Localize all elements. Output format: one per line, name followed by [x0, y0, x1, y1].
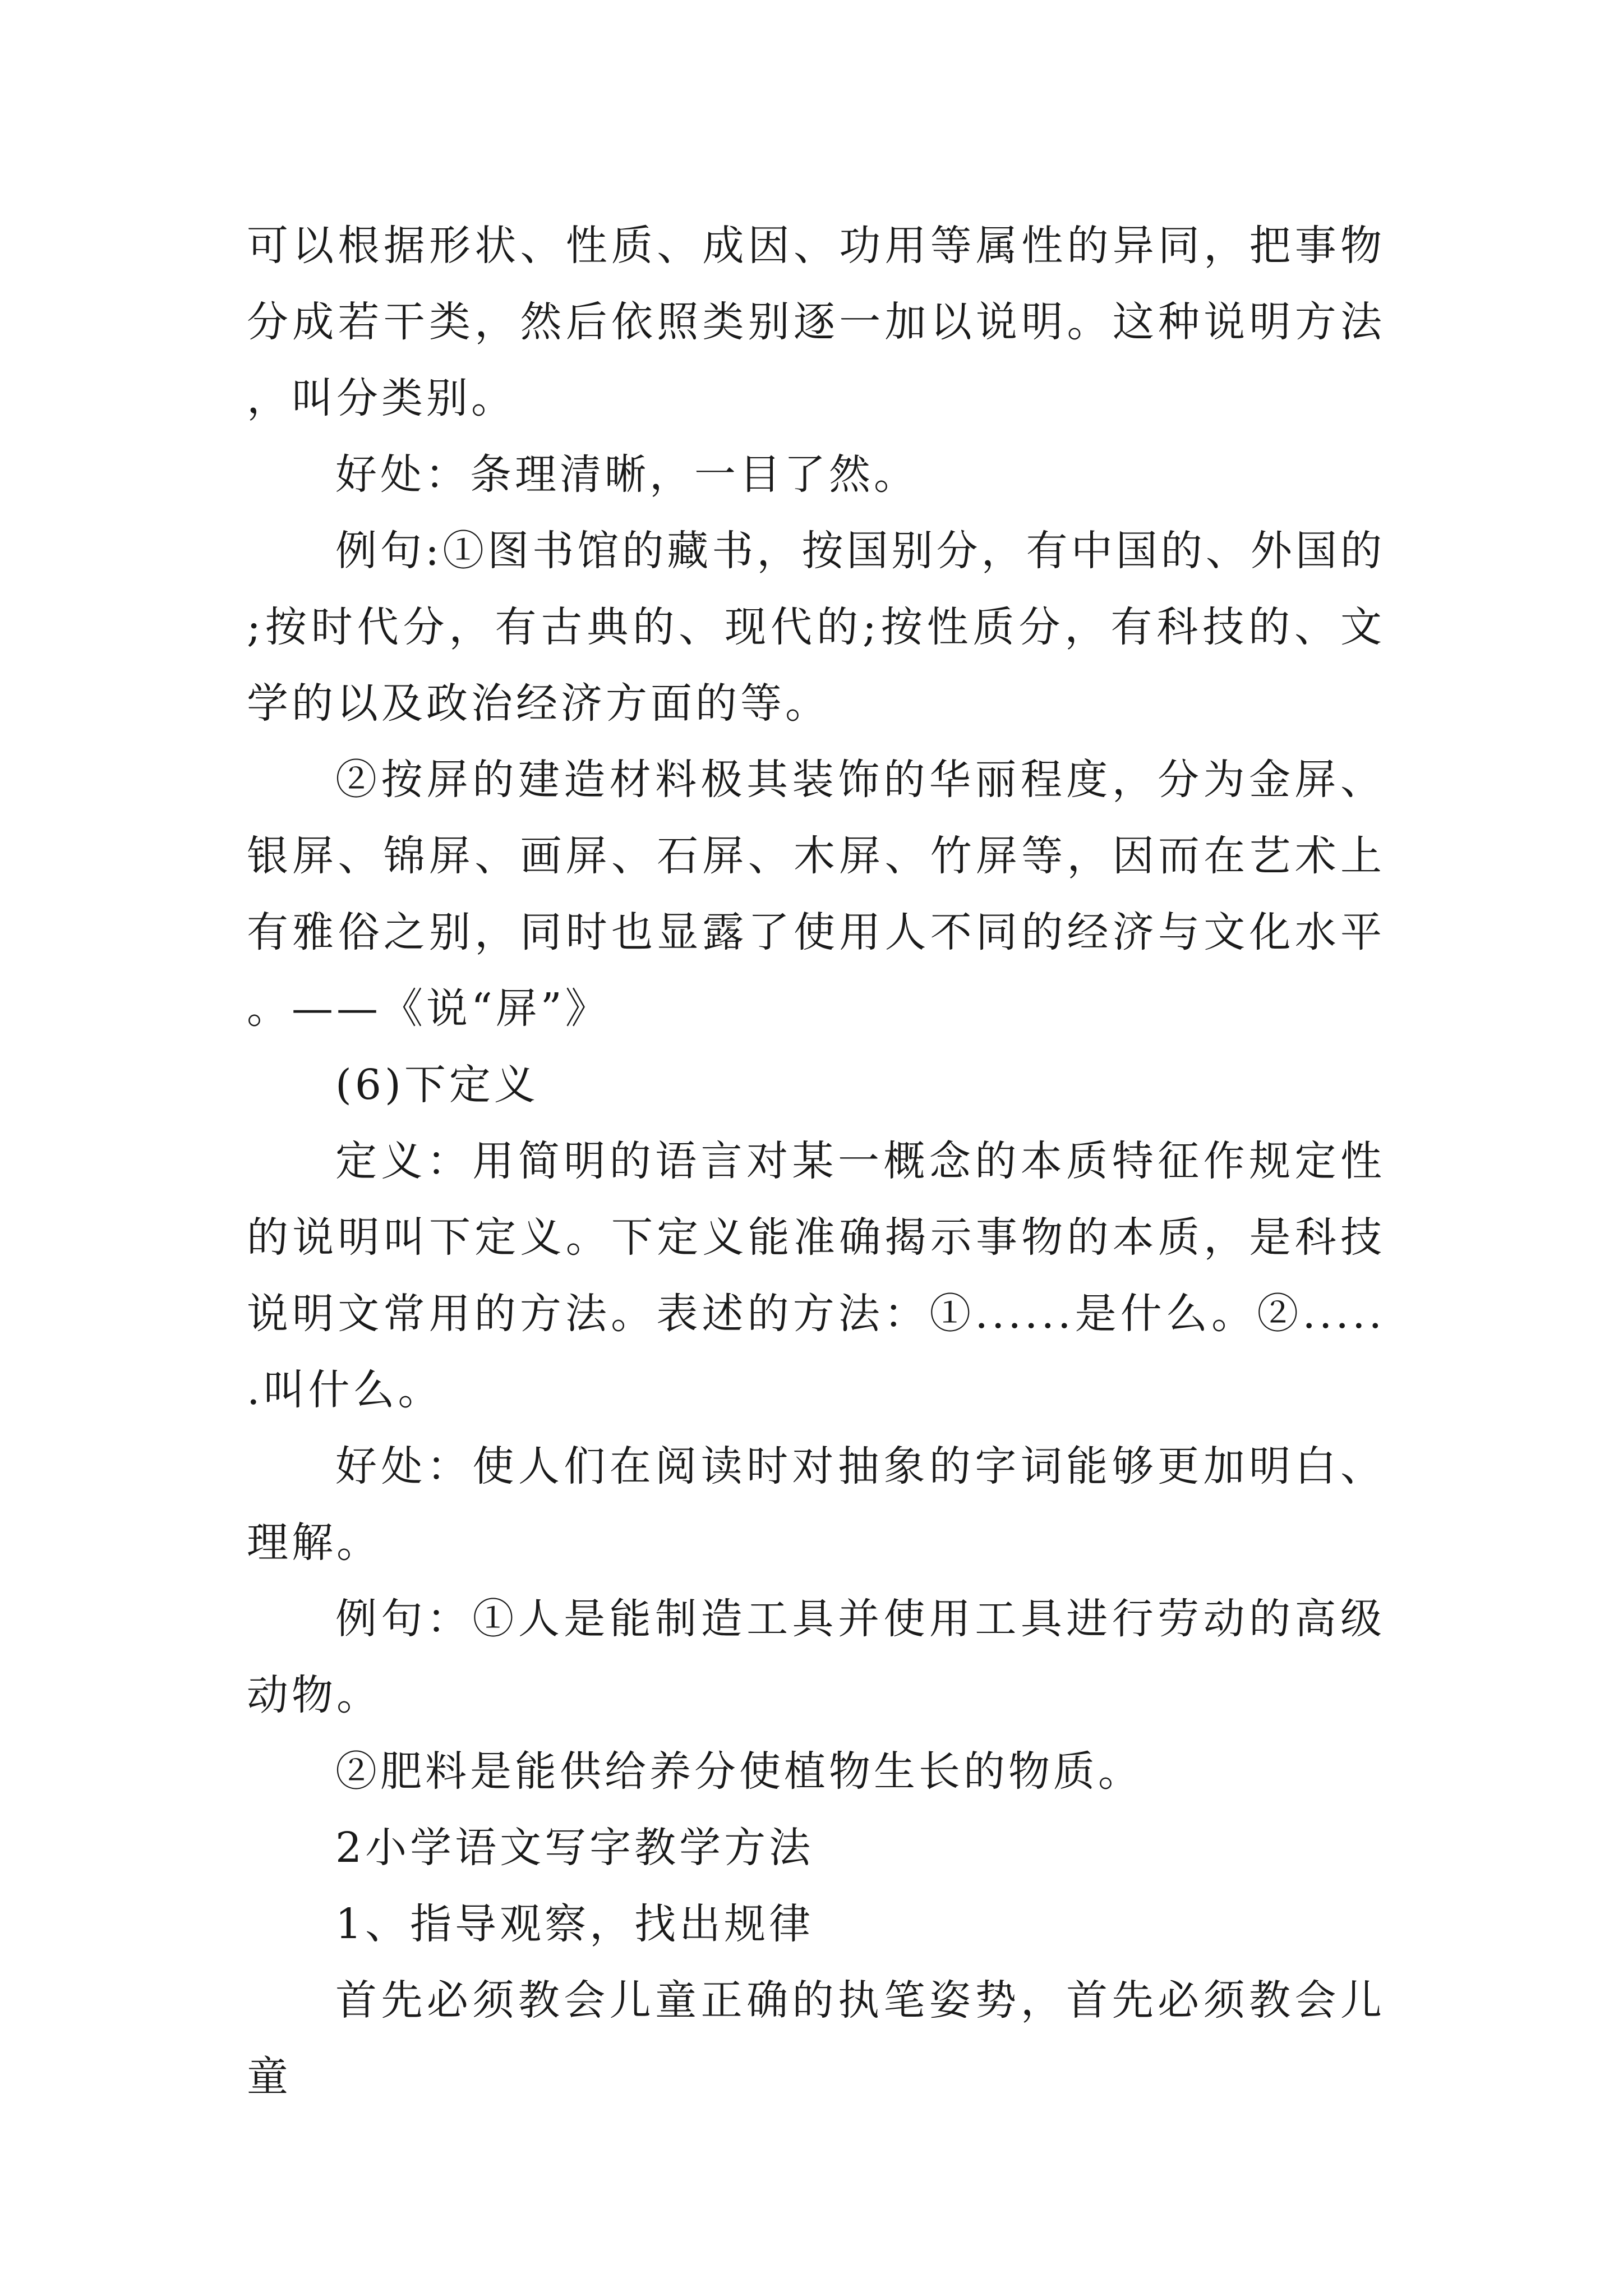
- paragraph-example-human: 例句：①人是能制造工具并使用工具进行劳动的高级动物。: [247, 1595, 1385, 1719]
- paragraph-benefit-definition: 好处：使人们在阅读时对抽象的字词能够更加明白、理解。: [247, 1442, 1385, 1567]
- paragraph-classification-intro: 可以根据形状、性质、成因、功用等属性的异同，把事物分成若干类，然后依照类别逐一加以说明。这种说明方法，叫分类别。: [247, 222, 1385, 422]
- section-heading-writing-methods: 2小学语文写字教学方法: [335, 1824, 814, 1872]
- section-heading-definition: (6)下定义: [335, 1061, 539, 1109]
- paragraph-definition: 定义：用简明的语言对某一概念的本质特征作规定性的说明叫下定义。下定义能准确揭示事物的本质，是科技说明文常用的方法。表述的方法：①......是什么。②......叫什么。: [247, 1137, 1385, 1414]
- subheading-observation: 1、指导观察，找出规律: [335, 1900, 814, 1948]
- paragraph-pen-grip: 首先必须教会儿童正确的执笔姿势，首先必须教会儿童: [247, 1976, 1385, 2101]
- paragraph-benefit-classification: 好处：条理清晰，一目了然。: [335, 450, 919, 499]
- document-body: [247, 208, 1385, 2115]
- paragraph-example-fertilizer: ②肥料是能供给养分使植物生长的物质。: [335, 1747, 1143, 1796]
- paragraph-example-screen: ②按屏的建造材料极其装饰的华丽程度，分为金屏、银屏、锦屏、画屏、石屏、木屏、竹屏等，因而在艺术上有雅俗之别，同时也显露了使用人不同的经济与文化水平。——《说“屏”》: [247, 756, 1385, 1033]
- paragraph-example-library: 例句:①图书馆的藏书，按国别分，有中国的、外国的;按时代分，有古典的、现代的;按性质分，有科技的、文学的以及政治经济方面的等。: [247, 527, 1385, 728]
